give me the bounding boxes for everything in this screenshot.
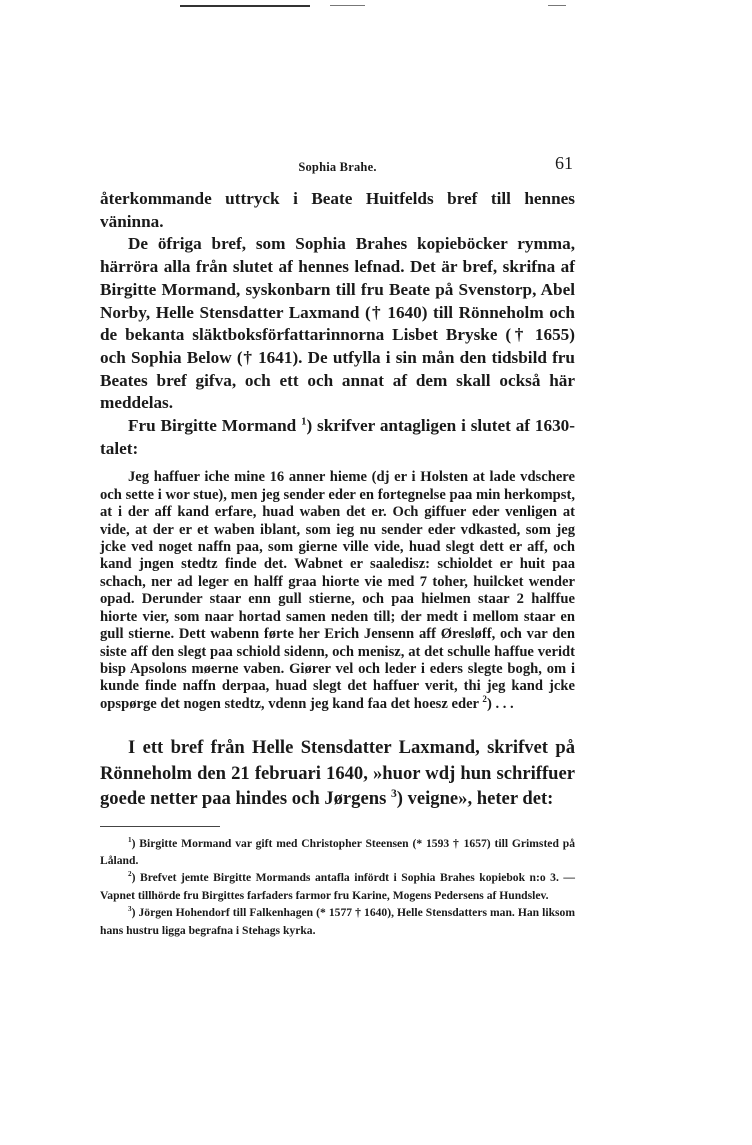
scan-artifact-line bbox=[330, 5, 365, 6]
paragraph-text: Fru Birgitte Mormand bbox=[128, 416, 297, 436]
footnote bbox=[100, 835, 575, 870]
page-number: 61 bbox=[555, 153, 573, 173]
body-text bbox=[100, 188, 575, 460]
footnote bbox=[100, 869, 575, 904]
footnote-ref: 3 bbox=[390, 787, 397, 800]
quote-text: Jeg haffuer iche mine 16 anner hieme (dj er i Holsten at lade vdschere och sette i wor stue), men jeg sender eder en fortegnelse paa min herkompst, at i der aff kand erfare, huad waben det er. Och giffuer eder venligen at vide, at der er et waben iblant, som ieg nu sender eder vdkasted, som jeg jcke ved noget naffn paa, som gierne ville vide, huad slegt dett er aff, och kand jngen stedtz finde det. Wabnet er saaledisz: schioldet er huit paa schach, ner ad leger en halff graa hiorte vie med 7 toher, huilcket wender opad. Derunder staar enn gull stierne, och paa hielmen staar 2 halffue hiorte vier, som naar hortad samen neden till; der medt i mellom staar en gull stierne. Dett wabenn førte her Erich Jensenn aff Øresløff, och var den siste aff den slegt paa schiold sidenn, och menisz, at det schulle haffue veridt bisp Apsolons møerne vaben. Giører vel och leder i eders slegte bogh, om i kunde finde naffn derpaa, huad slegt det haffuer verit, thi jeg kand jcke opspørge det nogen stedtz, vdenn jeg kand faa det hoesz eder bbox=[100, 469, 575, 712]
footnote bbox=[100, 904, 575, 939]
paragraph-letters-overview: De öfriga bref, som Sophia Brahes kopieböcker rymma, härröra alla från slutet af hennes lefnad. Det är bref, skrifna af Birgitte Mormand, syskonbarn till fru Beate på Svenstorp, Abel Norby, Helle Stensdatter Laxmand († 1640) till Rönneholm och de bekanta släktboksförfattarinnorna Lisbet Bryske († 1655) och Sophia Below († 1641). De utfylla i sin mån den tidsbild fru Beates bref gifva, och ett och annat af dem skall också här meddelas. bbox=[100, 234, 575, 413]
footnote-text: ) Jörgen Hohendorf till Falkenhagen (* 1577 † 1640), Helle Stensdatters man. Han liksom hans hustru ligga begrafna i Stehags kyrka. bbox=[100, 906, 575, 937]
footnote-marker: 2 bbox=[128, 870, 132, 879]
scan-artifact-line bbox=[180, 5, 310, 7]
paragraph-text: ) veigne», heter det: bbox=[396, 788, 554, 810]
quote-text: ) . . . bbox=[486, 695, 514, 712]
body-text-continued bbox=[100, 735, 575, 812]
footnote-ref: 2 bbox=[482, 693, 487, 704]
footnote-text: ) Brefvet jemte Birgitte Mormands antafla infördt i Sophia Brahes kopiebok n:o 3. — Vapnet tillhörde fru Birgittes farfaders farmor fru Karine, Mogens Pedersens af Hundslev. bbox=[100, 871, 575, 902]
footnote-ref: 1 bbox=[301, 416, 307, 428]
letter-quote bbox=[100, 469, 575, 713]
paragraph-text: I ett bref från Helle Stensdatter Laxmand, skrifvet på Rönneholm den 21 februari 1640, »huor wdj hun schriffuer goede netter paa hindes och Jørgens bbox=[100, 737, 575, 810]
footnote-marker: 1 bbox=[128, 835, 132, 844]
footnotes bbox=[100, 835, 575, 939]
footnote-marker: 3 bbox=[128, 905, 132, 914]
running-head bbox=[100, 150, 575, 188]
paragraph-helle-letter bbox=[100, 735, 575, 812]
footnote-text: ) Birgitte Mormand var gift med Christopher Steensen (* 1593 † 1657) till Grimsted på Låland. bbox=[100, 836, 575, 868]
scan-artifact-line bbox=[548, 5, 566, 6]
quote-paragraph bbox=[100, 469, 575, 713]
paragraph-birgitte-intro bbox=[100, 415, 575, 460]
running-title: Sophia Brahe. bbox=[298, 160, 377, 174]
paragraph-text: ) skrifver antagligen i slutet af 1630-talet: bbox=[100, 416, 576, 458]
footnote-divider bbox=[100, 826, 220, 827]
book-page bbox=[100, 150, 575, 939]
paragraph-continuation: återkommande uttryck i Beate Huitfelds bref till hennes väninna. bbox=[100, 189, 575, 231]
